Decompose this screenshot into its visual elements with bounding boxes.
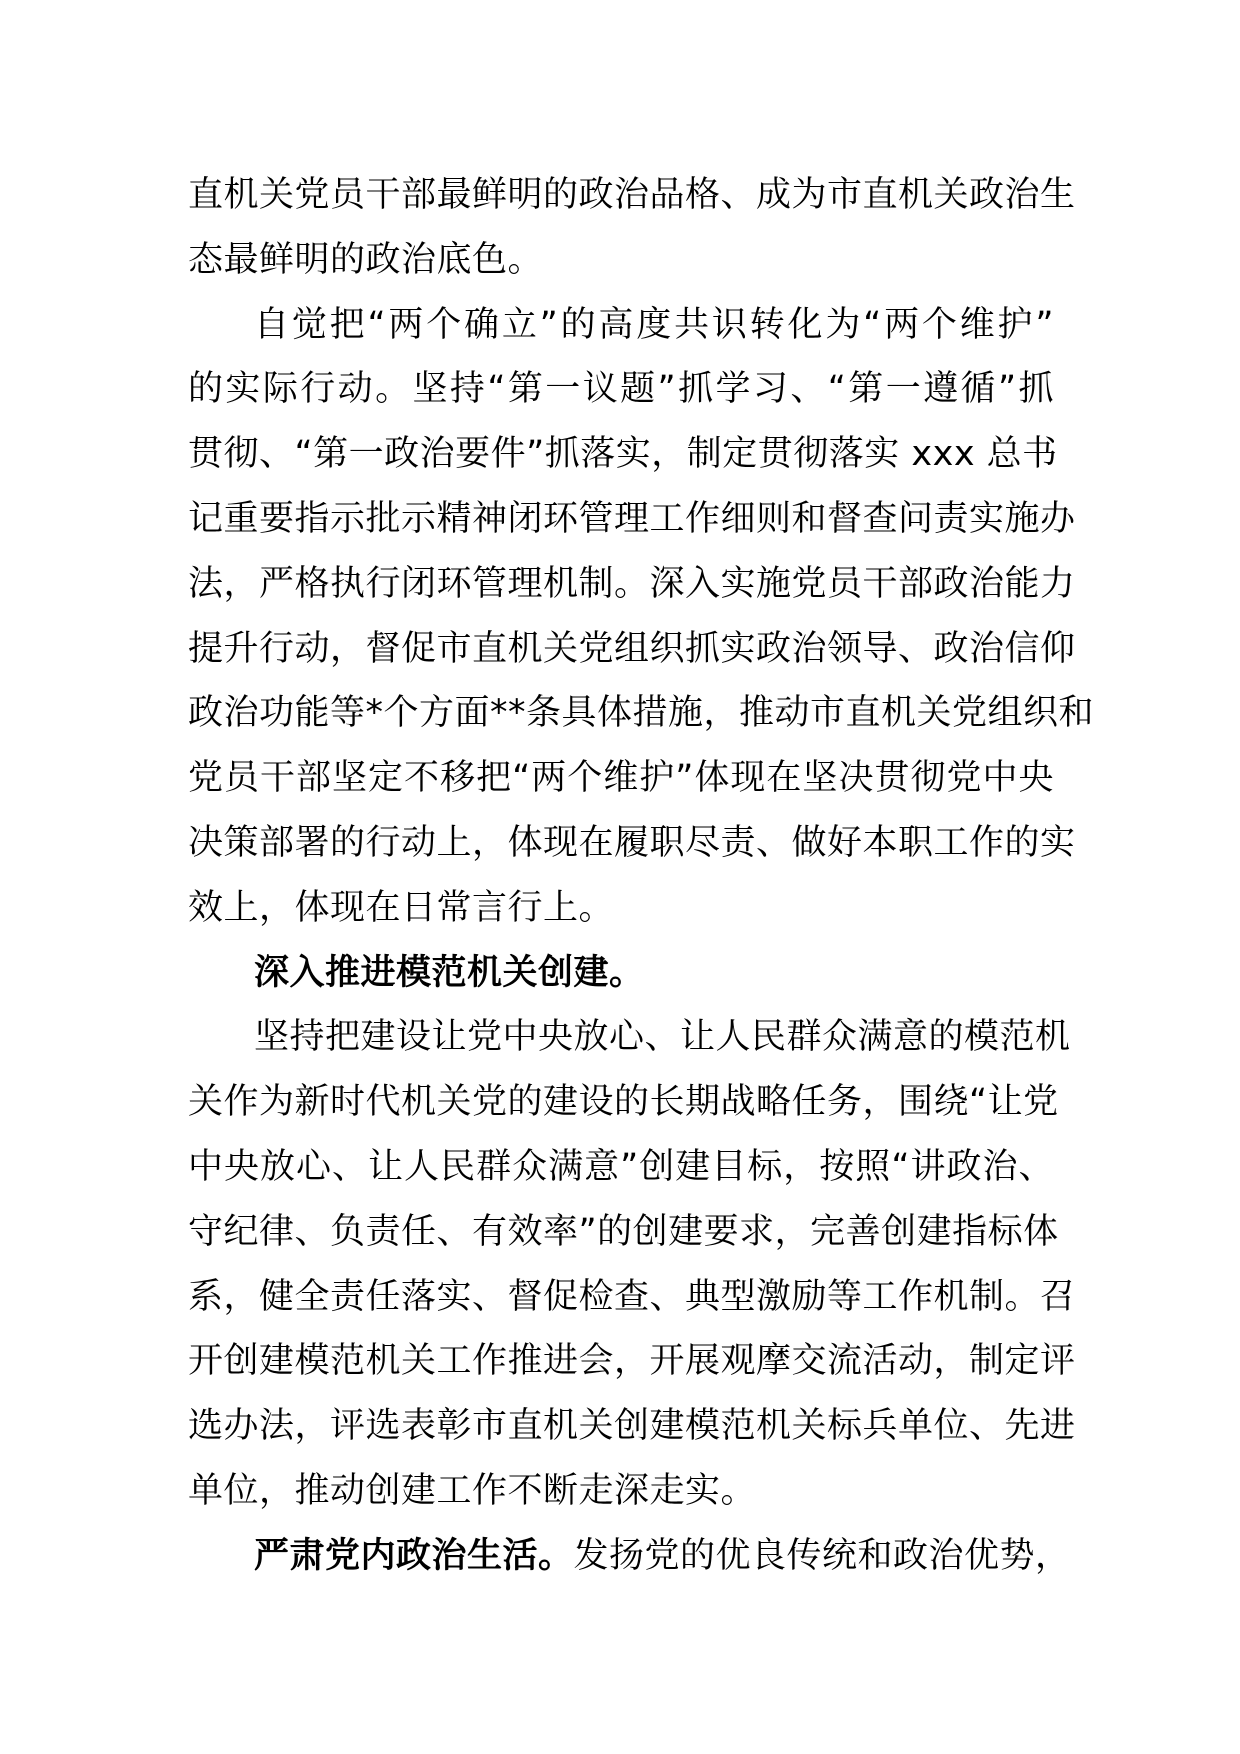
document-body	[188, 163, 1095, 1589]
text-line	[188, 1005, 1071, 1070]
paragraph-text: 守纪律、负责任、有效率”的创建要求，完善创建指标体	[188, 1211, 1059, 1252]
text-line	[188, 293, 1054, 358]
section-heading: 深入推进模范机关创建。	[254, 952, 645, 993]
paragraph-text: 选办法，评选表彰市直机关创建模范机关标兵单位、先进	[188, 1406, 1076, 1447]
paragraph-text: 关作为新时代机关党的建设的长期战略任务，围绕“让党	[188, 1082, 1059, 1123]
paragraph-text: 党员干部坚定不移把“两个维护”体现在坚决贯彻党中央	[188, 758, 1054, 799]
text-line	[188, 552, 1076, 617]
paragraph-text: 法，严格执行闭环管理机制。深入实施党员干部政治能力	[188, 563, 1076, 604]
text-line	[188, 163, 1076, 228]
text-line	[188, 681, 1095, 746]
paragraph-text: 决策部署的行动上，体现在履职尽责、做好本职工作的实	[188, 822, 1076, 863]
paragraph-text: 贯彻、“第一政治要件”抓落实，制定贯彻落实 xxx 总书	[188, 434, 1058, 475]
text-line	[188, 1394, 1076, 1459]
paragraph-text: 直机关党员干部最鲜明的政治品格、成为市直机关政治生	[188, 175, 1076, 215]
text-line	[188, 357, 1054, 422]
paragraph-text: 坚持把建设让党中央放心、让人民群众满意的模范机	[254, 1017, 1071, 1058]
paragraph-text: 政治功能等*个方面**条具体措施，推动市直机关党组织和	[188, 693, 1095, 734]
paragraph-text: 效上，体现在日常言行上。	[188, 887, 615, 928]
paragraph-text: 开创建模范机关工作推进会，开展观摩交流活动，制定评	[188, 1341, 1076, 1382]
paragraph-text: 系，健全责任落实、督促检查、典型激励等工作机制。召	[188, 1276, 1076, 1317]
text-line	[188, 876, 1054, 941]
paragraph-text: 提升行动，督促市直机关党组织抓实政治领导、政治信仰	[188, 628, 1076, 669]
text-line	[188, 1070, 1059, 1135]
paragraph-text: 的实际行动。坚持“第一议题”抓学习、“第一遵循”抓	[188, 369, 1054, 410]
text-line	[188, 941, 1054, 1006]
text-line	[188, 1265, 1076, 1330]
paragraph-text: 记重要指示批示精神闭环管理工作细则和督查问责实施办	[188, 498, 1076, 539]
paragraph-text: 态最鲜明的政治底色。	[188, 239, 544, 280]
paragraph-text: 自觉把“两个确立”的高度共识转化为“两个维护”	[254, 304, 1054, 345]
text-line	[188, 1459, 1054, 1524]
text-line	[188, 617, 1076, 682]
text-line	[188, 746, 1054, 811]
text-line	[188, 1200, 1059, 1265]
text-line	[188, 1524, 1071, 1589]
text-line	[188, 1135, 1054, 1200]
text-line	[188, 811, 1076, 876]
text-line	[188, 1329, 1076, 1394]
text-line	[188, 487, 1076, 552]
paragraph-text: 中央放心、让人民群众满意”创建目标，按照“讲政治、	[188, 1146, 1054, 1187]
section-heading: 严肃党内政治生活。	[254, 1535, 574, 1576]
text-line	[188, 228, 1054, 293]
paragraph-text: 发扬党的优良传统和政治优势，	[573, 1535, 1071, 1576]
paragraph-text: 单位，推动创建工作不断走深走实。	[188, 1470, 757, 1511]
text-line	[188, 422, 1058, 487]
